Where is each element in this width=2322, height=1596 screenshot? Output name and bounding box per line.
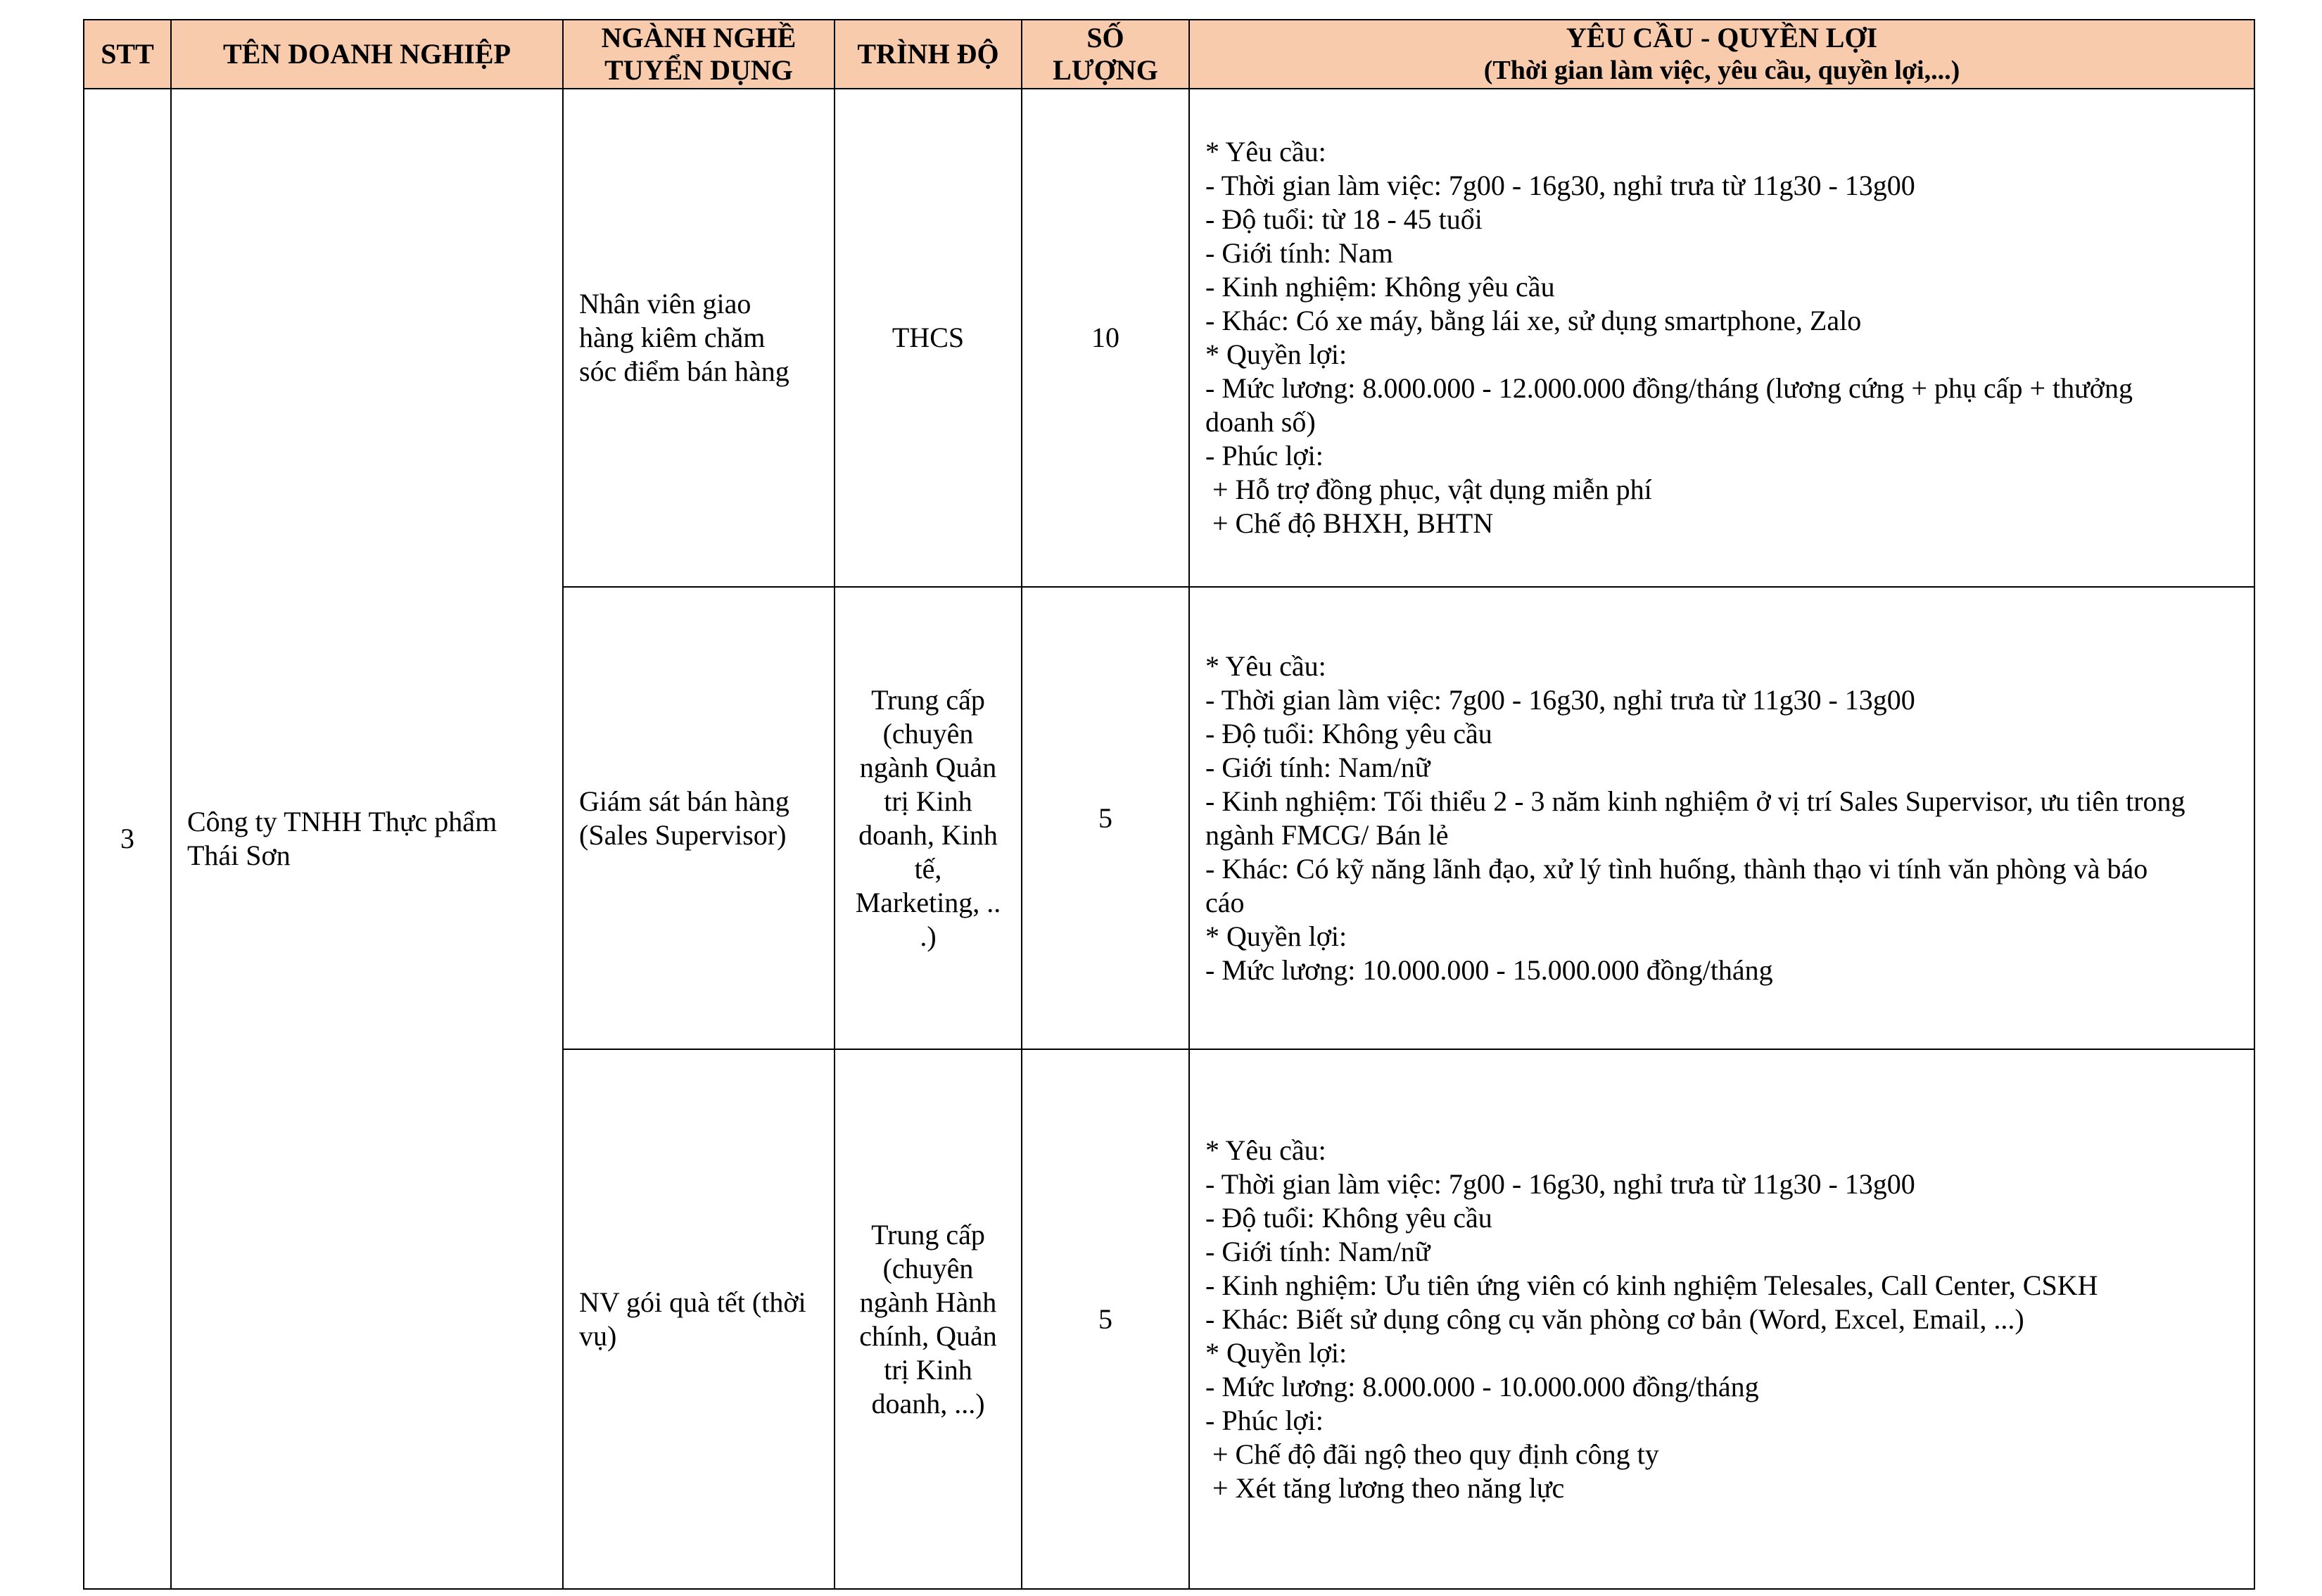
- level-line: .): [920, 920, 937, 952]
- requirement-line: - Thời gian làm việc: 7g00 - 16g30, nghỉ trưa từ 11g30 - 13g00: [1205, 1167, 1915, 1200]
- requirement-line: - Khác: Có kỹ năng lãnh đạo, xử lý tình huống, thành thạo vi tính văn phòng và báo: [1205, 852, 2148, 885]
- requirement-line: - Mức lương: 10.000.000 - 15.000.000 đồng/tháng: [1205, 954, 1773, 986]
- requirement-line: - Thời gian làm việc: 7g00 - 16g30, nghỉ trưa từ 11g30 - 13g00: [1205, 170, 1915, 201]
- requirement-line: - Độ tuổi: từ 18 - 45 tuổi: [1205, 203, 1483, 235]
- job-title-cell: [563, 1049, 835, 1589]
- qty-cell: 5: [1022, 587, 1189, 1049]
- level-line: ngành Hành: [859, 1286, 997, 1318]
- header-job-line: TUYỂN DỤNG: [604, 54, 793, 86]
- requirement-line: - Thời gian làm việc: 7g00 - 16g30, nghỉ trưa từ 11g30 - 13g00: [1205, 683, 1915, 716]
- header-qty: [1022, 20, 1189, 89]
- company-cell: [171, 89, 563, 1589]
- requirements-cell: [1189, 587, 2254, 1049]
- header-job-line: NGÀNH NGHỀ: [601, 22, 797, 53]
- requirement-line: ngành FMCG/ Bán lẻ: [1205, 818, 1449, 851]
- header-job: [563, 20, 835, 89]
- requirement-line: * Yêu cầu:: [1205, 650, 1326, 682]
- job-title-line: sóc điểm bán hàng: [579, 355, 789, 387]
- header-qty-line: LƯỢNG: [1053, 54, 1158, 86]
- job-title-cell: [563, 89, 835, 587]
- requirement-line: + Hỗ trợ đồng phục, vật dụng miễn phí: [1205, 474, 1652, 505]
- requirement-line: - Mức lương: 8.000.000 - 10.000.000 đồng/tháng: [1205, 1370, 1759, 1402]
- job-title-cell: [563, 587, 835, 1049]
- level-cell: [835, 89, 1022, 587]
- company-line: Công ty TNHH Thực phẩm: [187, 806, 497, 837]
- requirement-line: - Giới tính: Nam/nữ: [1205, 751, 1430, 783]
- level-line: doanh, ...): [871, 1387, 985, 1419]
- requirement-line: - Kinh nghiệm: Ưu tiên ứng viên có kinh nghiệm Telesales, Call Center, CSKH: [1205, 1269, 2098, 1301]
- header-level: TRÌNH ĐỘ: [835, 20, 1022, 89]
- level-line: tế,: [914, 852, 942, 885]
- requirement-line: doanh số): [1205, 406, 1316, 438]
- stt-cell: 3: [84, 89, 171, 1589]
- requirement-line: - Kinh nghiệm: Không yêu cầu: [1205, 271, 1555, 303]
- level-cell: [835, 587, 1022, 1049]
- header-req-line: (Thời gian làm việc, yêu cầu, quyền lợi,...): [1483, 56, 1960, 85]
- job-title-line: NV gói quà tết (thời: [579, 1286, 806, 1318]
- company-line: Thái Sơn: [187, 840, 291, 871]
- header-req-line: YÊU CẦU - QUYỀN LỢI: [1566, 22, 1878, 53]
- requirement-line: - Giới tính: Nam: [1205, 237, 1393, 269]
- requirements-cell: [1189, 89, 2254, 587]
- level-line: ngành Quản: [859, 751, 997, 783]
- level-line: (chuyên: [882, 1252, 974, 1284]
- level-line: (chuyên: [882, 717, 974, 749]
- requirement-line: - Khác: Biết sử dụng công cụ văn phòng cơ bản (Word, Excel, Email, ...): [1205, 1303, 2024, 1335]
- level-line: trị Kinh: [884, 785, 972, 817]
- requirement-line: - Kinh nghiệm: Tối thiểu 2 - 3 năm kinh nghiệm ở vị trí Sales Supervisor, ưu tiên trong: [1205, 785, 2185, 817]
- level-line: Marketing, ..: [855, 886, 1001, 918]
- requirement-line: - Phúc lợi:: [1205, 440, 1324, 471]
- job-title-line: (Sales Supervisor): [579, 818, 787, 851]
- level-cell: [835, 1049, 1022, 1589]
- header-qty-line: SỐ: [1086, 22, 1124, 53]
- requirement-line: - Phúc lợi:: [1205, 1404, 1324, 1436]
- requirement-line: - Mức lương: 8.000.000 - 12.000.000 đồng/tháng (lương cứng + phụ cấp + thưởng: [1205, 372, 2133, 404]
- level-line: doanh, Kinh: [858, 818, 998, 851]
- header-row: [84, 20, 2254, 89]
- header-req: [1189, 20, 2254, 89]
- level-line: trị Kinh: [884, 1353, 972, 1386]
- requirement-line: - Độ tuổi: Không yêu cầu: [1205, 1201, 1492, 1234]
- requirement-line: + Xét tăng lương theo năng lực: [1205, 1471, 1565, 1504]
- requirement-line: + Chế độ BHXH, BHTN: [1205, 507, 1494, 539]
- requirements-cell: [1189, 1049, 2254, 1589]
- job-title-line: Giám sát bán hàng: [579, 785, 789, 817]
- requirement-line: cáo: [1205, 886, 1245, 918]
- header-stt: STT: [84, 20, 171, 89]
- job-title-line: Nhân viên giao: [579, 288, 751, 319]
- requirement-line: - Giới tính: Nam/nữ: [1205, 1235, 1430, 1267]
- qty-cell: 10: [1022, 89, 1189, 587]
- requirement-line: * Quyền lợi:: [1205, 1336, 1347, 1369]
- header-company: TÊN DOANH NGHIỆP: [171, 20, 563, 89]
- level-line: Trung cấp: [871, 1218, 985, 1250]
- requirement-line: * Yêu cầu:: [1205, 1134, 1326, 1166]
- qty-cell: 5: [1022, 1049, 1189, 1589]
- level-line: chính, Quản: [859, 1319, 997, 1352]
- job-title-line: hàng kiêm chăm: [579, 322, 766, 353]
- requirement-line: + Chế độ đãi ngộ theo quy định công ty: [1205, 1438, 1659, 1470]
- level-line: THCS: [892, 322, 965, 353]
- requirement-line: - Độ tuổi: Không yêu cầu: [1205, 717, 1492, 749]
- requirement-line: * Quyền lợi:: [1205, 338, 1347, 370]
- level-line: Trung cấp: [871, 683, 985, 716]
- job-title-line: vụ): [579, 1319, 617, 1352]
- job-table: [83, 19, 2255, 1590]
- requirement-line: - Khác: Có xe máy, bằng lái xe, sử dụng smartphone, Zalo: [1205, 305, 1862, 336]
- requirement-line: * Yêu cầu:: [1205, 136, 1326, 167]
- requirement-line: * Quyền lợi:: [1205, 920, 1347, 952]
- table-row: [84, 89, 2254, 587]
